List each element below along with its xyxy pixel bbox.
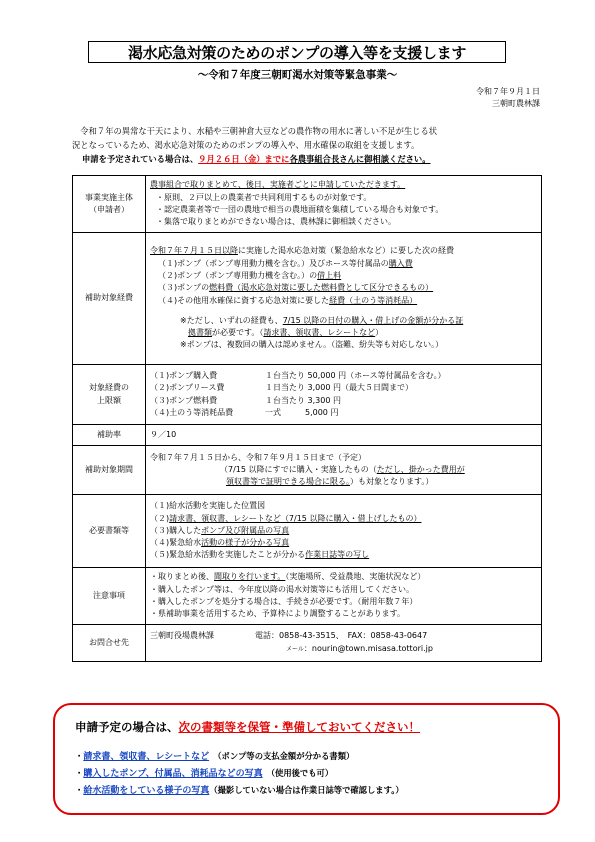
contact-tel-label: 電話：: [255, 631, 279, 641]
limit-name: （２)ポンプリース費: [150, 383, 225, 393]
value-rate: ９／10: [146, 425, 542, 446]
notice-heading-lead: 申請予定の場合は、: [75, 720, 179, 734]
caution-item-2: ・購入したポンプ等は、今年度以降の渇水対策等にも活用してください。: [150, 584, 414, 594]
period-line-3-a: 領収書等で証明できる場合に限る。: [226, 477, 350, 487]
notice-item-key: 購入したポンプ、付属品、消耗品などの写真: [83, 769, 263, 779]
contact-line-1: [150, 630, 537, 642]
value-entity: [146, 176, 542, 233]
limit-amount: １台当たり 50,000 円: [265, 370, 347, 380]
row-period: [73, 446, 542, 495]
contact-fax: 0858-43-0647: [370, 631, 428, 641]
period-line-3: [150, 476, 537, 488]
period-line-1: 令和７年７月１５日から、令和７年９月１５日まで（予定）: [150, 452, 366, 462]
costs-item-4-c: （土のう等消耗品）: [345, 295, 418, 305]
doc-item-5-b: 作業日誌等の写し: [305, 550, 370, 560]
contact-fax-label: FAX：: [347, 631, 371, 641]
label-limits-1: 対象経費の: [89, 383, 129, 393]
label-rate: 補助率: [73, 425, 146, 446]
costs-item-3-c: （渇水応急対策に要した燃料費として区分できるもの）: [233, 283, 434, 293]
costs-item-4-a: （４)その他用水確保に資する応急対策に要した: [158, 295, 330, 305]
limit-name: （３)ポンプ燃料費: [150, 395, 218, 405]
limit-note: （ホース等付属品を含む。）: [346, 370, 446, 380]
costs-note-1-d: が必要です。（: [212, 328, 264, 338]
costs-item-4-b: 経費: [329, 295, 346, 305]
notice-item: ・請求書、領収書、レシートなど （ポンプ等の支払金額が分かる書類）: [75, 751, 355, 762]
notice-heading-emphasis: 次の書類等を保管・準備しておいてください！: [178, 720, 420, 734]
apply-lead: 申請を予定されている場合は、: [82, 154, 199, 164]
costs-item-1: [150, 258, 537, 270]
label-contact: お問合せ先: [73, 625, 146, 662]
value-caution: [146, 568, 542, 625]
row-costs: [73, 233, 542, 365]
limit-name: （１)ポンプ購入費: [150, 370, 218, 380]
notice-item-key: 請求書、領収書、レシートなど: [83, 752, 210, 762]
costs-item-2-a: （２)ポンプ（ポンプ専用動力機を含む。）の: [158, 270, 318, 280]
label-docs: 必要書類等: [73, 495, 146, 568]
costs-note-1-c: 拠書類: [188, 328, 212, 338]
costs-item-4: [150, 295, 537, 307]
doc-item-4-a: （４)緊急給水: [150, 538, 202, 548]
costs-item-3: [150, 282, 537, 294]
doc-item-5: [150, 549, 537, 561]
costs-note-1-e: 請求書、領収書、レシートなど: [263, 328, 376, 338]
notice-item-detail: （使用後でも可）: [262, 768, 334, 778]
doc-item-1: （１)給水活動を実施した位置図: [150, 501, 266, 511]
contact-mail-label: メール: [286, 645, 304, 653]
contact-mail[interactable]: ：nourin@town.misasa.tottori.jp: [303, 643, 433, 653]
row-limits: [73, 365, 542, 425]
apply-contact: 各農事組合長さんに御相談ください。: [289, 154, 431, 164]
limit-amount: １台当たり 3,300 円: [265, 395, 341, 405]
notice-item: ・給水活動をしている様子の写真（撮影していない場合は作業日誌等で確認します。）: [75, 785, 404, 796]
costs-head: [150, 245, 537, 257]
label-period: 補助対象期間: [73, 446, 146, 495]
issue-date: 令和７年９月１日: [476, 87, 540, 96]
costs-item-1-a: （１)ポンプ（ポンプ専用動力機を含む。）及びホース等付属品の: [158, 258, 389, 268]
limit-name: （４)土のう等消耗品費: [150, 407, 234, 417]
doc-item-3-a: （３)購入した: [150, 525, 202, 535]
limit-item: [150, 407, 537, 419]
costs-item-2: [150, 270, 537, 282]
limit-item: [150, 382, 537, 394]
intro-line-1: 令和７年の異常な干天により、水稲や三朝神倉大豆などの農作物の用水に著しい不足が生じる状: [80, 126, 438, 136]
contact-tel: 0858-43-3515、: [279, 631, 340, 641]
notice-item-key: 給水活動をしている様子の写真: [83, 786, 210, 796]
costs-item-3-a: （３)ポンプの: [158, 283, 210, 293]
doc-item-2: [150, 513, 537, 525]
value-limits: [146, 365, 542, 425]
costs-item-3-b: 燃料費: [209, 283, 234, 293]
costs-item-2-b: 借上料: [317, 270, 342, 280]
entity-head: 農事組合で取りまとめて、後日、実施者ごとに申請していただきます。: [150, 180, 406, 190]
label-limits-2: 上限額: [97, 395, 121, 405]
costs-note-1-f: ）: [375, 328, 384, 338]
doc-item-2-c: （7/15 以降に購入・借上げしたもの）: [280, 513, 422, 523]
notice-item-detail: （ポンプ等の支払金額が分かる書類）: [209, 751, 355, 761]
title-box: [88, 41, 506, 63]
limit-amount: 一式 5,000 円: [265, 407, 339, 417]
notice-list: [75, 748, 404, 799]
costs-head-date: 令和７年７月１５日以降: [150, 246, 238, 256]
label-entity: [73, 176, 146, 233]
value-docs: [146, 495, 542, 568]
doc-item-3: [150, 525, 537, 537]
costs-note-1-cont: [150, 327, 537, 339]
intro-line-2: 況となっているため、渇水応急対策のためのポンプの導入や、用水確保の取組を支援します。: [72, 140, 420, 150]
row-rate: [73, 425, 542, 446]
row-contact: [73, 625, 542, 662]
doc-item-5-a: （５)緊急給水活動を実施したことが分かる: [150, 550, 306, 560]
period-line-3-b: ）も対象となります。）: [350, 477, 434, 487]
label-caution: 注意事項: [73, 568, 146, 625]
contact-line-2: [150, 643, 537, 656]
label-entity-1: 事業実施主体: [85, 192, 133, 202]
notice-item-detail: （撮影していない場合は作業日誌等で確認します。）: [209, 785, 404, 795]
row-entity: [73, 176, 542, 233]
period-line-2-a: （7/15 以降にすでに購入・実施したもの（: [220, 464, 377, 474]
entity-item-1: ・原則、２戸以上の農業者で共同利用するものが対象です。: [156, 192, 372, 202]
value-contact: [146, 625, 542, 662]
value-period: [146, 446, 542, 495]
period-line-2: [150, 464, 537, 476]
caution-item-1: [150, 571, 537, 583]
caution-item-3: ・購入したポンプを処分する場合は、手続きが必要です。（耐用年数７年）: [150, 597, 418, 606]
doc-item-4-b: 活動の様子が分かる写真: [201, 538, 290, 548]
caution-item-1-a: ・取りまとめ後、: [150, 572, 214, 582]
apply-date: ９月２６日（金）までに: [198, 154, 290, 164]
entity-item-3: ・集落で取りまとめができない場合は、農林課に御相談ください。: [156, 217, 396, 227]
costs-note-1: [150, 315, 537, 327]
label-entity-2: （申請者）: [89, 205, 129, 214]
doc-item-3-b: ポンプ及び附属品の写真: [201, 525, 290, 535]
doc-item-2-a: （２): [150, 513, 170, 523]
label-limits: [73, 365, 146, 425]
intro-text: [72, 124, 542, 166]
limit-item: [150, 370, 537, 382]
contact-office: 三朝町役場農林課: [150, 631, 214, 641]
notice-item: ・購入したポンプ、付属品、消耗品などの写真 （使用後でも可）: [75, 768, 334, 779]
label-costs: 補助対象経費: [73, 233, 146, 365]
limit-amount: １日当たり 3,000 円: [265, 383, 341, 393]
caution-item-1-c: （実施場所、受益農地、実施状況など）: [285, 572, 426, 582]
program-details-table: [72, 175, 542, 662]
doc-item-2-b: 請求書、領収書、レシートなど: [169, 513, 281, 523]
costs-note-1-a: ※ただし、いずれの経費も、: [180, 315, 283, 325]
limit-note: （最大５日間まで）: [341, 383, 413, 393]
caution-item-1-b: 聞取りを行います。: [214, 572, 286, 582]
caution-item-4: ・県補助事業を活用するため、予算枠により調整することがあります。: [150, 609, 406, 619]
period-line-2-b: ただし、掛かった費用が: [376, 464, 465, 474]
entity-item-2: ・認定農業者等で一団の農地で相当の農地面積を集積している場合も対象です。: [156, 205, 444, 214]
costs-note-2: ※ポンプは、複数回の購入は認めません。（盗難、紛失等も対応しない。）: [180, 340, 444, 350]
notice-heading: [75, 719, 420, 735]
notice-box: [53, 703, 560, 815]
costs-head-rest: に実施した渇水応急対策（緊急給水など）に要した次の経費: [238, 246, 454, 256]
issuing-department: 三朝町農林課: [492, 99, 540, 108]
value-costs: [146, 233, 542, 365]
page-subtitle: ～令和７年度三朝町渇水対策等緊急事業～: [197, 69, 398, 81]
row-caution: [73, 568, 542, 625]
row-docs: [73, 495, 542, 568]
apply-deadline: [72, 152, 542, 166]
costs-note-1-b: 7/15 以降の日付の購入・借上げの金額が分かる証: [282, 315, 464, 325]
page-title: 渇水応急対策のためのポンプの導入等を支援します: [127, 43, 467, 62]
limit-item: [150, 395, 537, 407]
doc-item-4: [150, 537, 537, 549]
costs-item-1-b: 購入費: [388, 258, 413, 268]
